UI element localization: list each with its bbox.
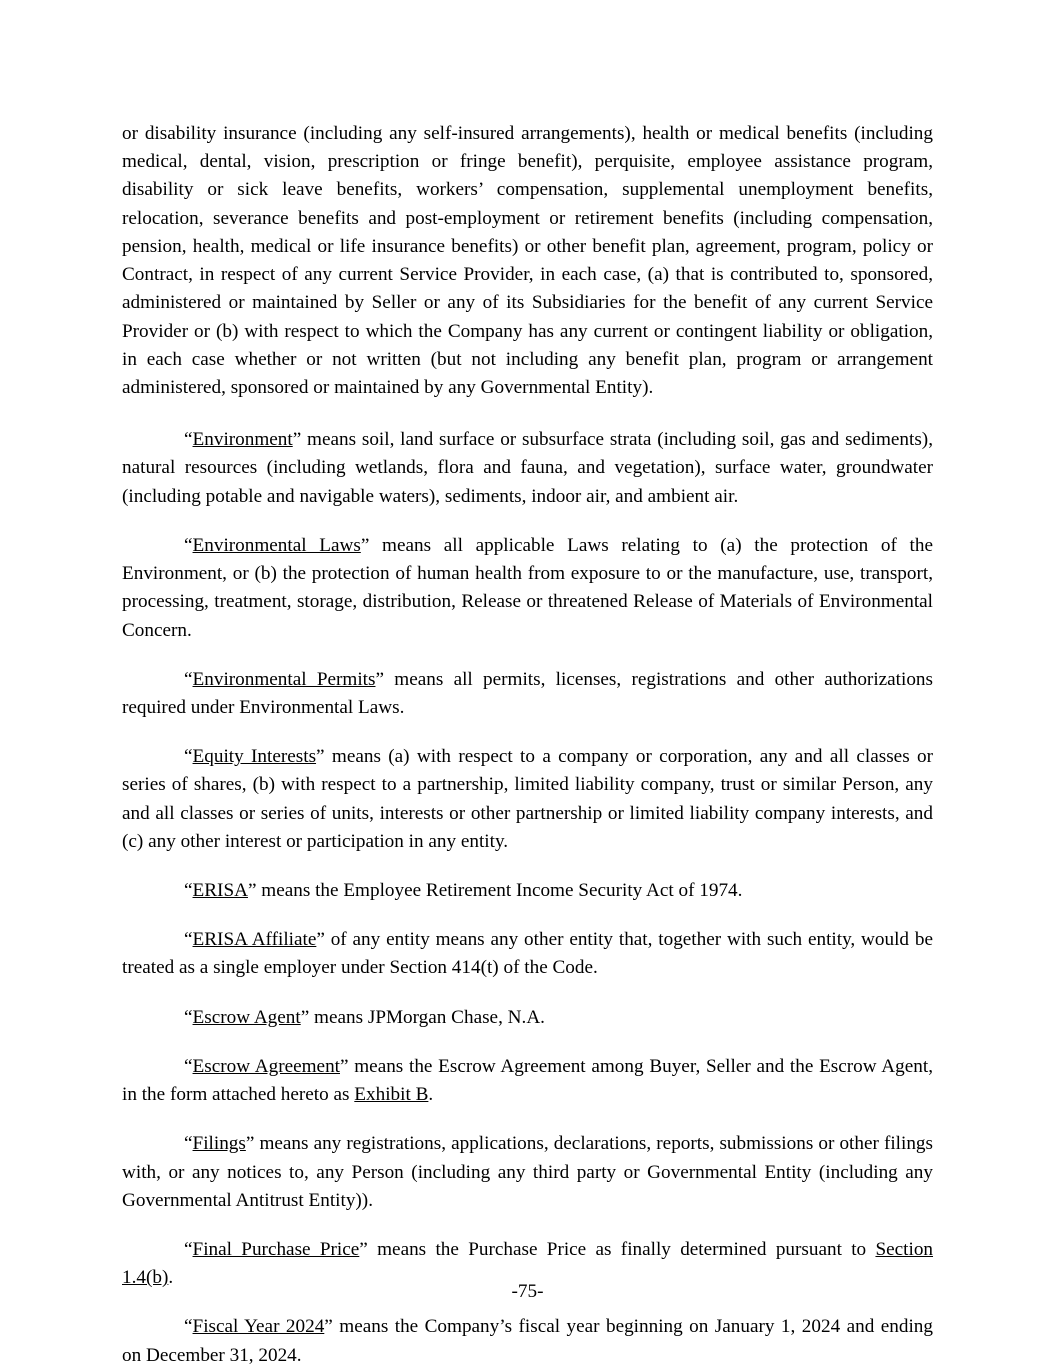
quote-open: “ bbox=[184, 534, 193, 556]
defined-term: Environment bbox=[192, 429, 293, 451]
definition-body: ” means any registrations, applications, declarations, reports, submissions or other filings with, or any notices to, any Person (including any third party or Governmental Entity (including any Governmental Antitrust Entity)). bbox=[122, 1133, 933, 1211]
quote-open: “ bbox=[184, 429, 193, 451]
defined-term: Fiscal Year 2024 bbox=[192, 1316, 325, 1338]
quote-open: “ bbox=[184, 746, 193, 768]
page-number: -75- bbox=[511, 1281, 544, 1302]
quote-open: “ bbox=[184, 1239, 193, 1260]
paragraph-text: or disability insurance (including any self-insured arrangements), health or medical benefits (including medical, dental, vision, prescription or fringe benefit), perquisite, employee assistance program, disability or sick leave benefits, workers’ compensation, supplemental unemployment benefits, relocation, severance benefits and post-employment or retirement benefits (including compensation, pension, health, medical or life insurance benefits) or other benefit plan, agreement, program, policy or Contract, in respect of any current Service Provider, in each case, (a) that is contributed to, sponsored, administered or maintained by Seller or any of its Subsidiaries for the benefit of any current Service Provider or (b) with respect to which the Company has any current or contingent liability or obligation, in each case whether or not written (but not including any benefit plan, program or arrangement administered, sponsored or maintained by any Governmental Entity). bbox=[122, 123, 933, 398]
quote-open: “ bbox=[184, 1006, 193, 1028]
definition-body-end: . bbox=[168, 1267, 174, 1289]
definition-escrow-agreement bbox=[122, 1053, 933, 1109]
definition-fiscal-year-2024 bbox=[122, 1313, 933, 1369]
defined-term: Equity Interests bbox=[192, 746, 317, 768]
definition-equity-interests bbox=[122, 743, 933, 856]
quote-open: “ bbox=[184, 880, 193, 902]
cross-reference-exhibit-b[interactable]: Exhibit B bbox=[354, 1084, 429, 1106]
definition-environmental-laws bbox=[122, 532, 933, 645]
defined-term: Escrow Agreement bbox=[192, 1055, 340, 1077]
paragraph-benefit-plan-continuation bbox=[122, 120, 933, 402]
quote-open: “ bbox=[184, 1316, 193, 1338]
definition-body: ” means all applicable Laws relating to (a) the protection of the Environment, or (b) the protection of human health from exposure to or the manufacture, use, transport, processing, treatment, storage, distribution, Release or threatened Release of Materials of Environmental Concern. bbox=[122, 534, 933, 641]
quote-open: “ bbox=[184, 1055, 193, 1077]
defined-term: Environmental Permits bbox=[192, 668, 376, 690]
defined-term: Final Purchase Price bbox=[192, 1239, 360, 1260]
definition-body: ” means (a) with respect to a company or corporation, any and all classes or series of shares, (b) with respect to a partnership, limited liability company, trust or similar Person, any and all classes or series of units, interests or other partnership or limited liability company interests, and (c) any other interest or participation in any entity. bbox=[122, 746, 933, 852]
defined-term: Escrow Agent bbox=[192, 1006, 301, 1028]
definition-body: ” means soil, land surface or subsurface strata (including soil, gas and sediments), natural resources (including wetlands, flora and fauna, and vegetation), surface water, groundwater (including potable and navigable waters), sediments, indoor air, and ambient air. bbox=[122, 429, 933, 507]
definition-body: ” means all permits, licenses, registrations and other authorizations required under Environmental Laws. bbox=[122, 668, 933, 718]
cross-reference-section-1-4-b[interactable]: Section 1.4(b) bbox=[122, 1239, 934, 1289]
quote-open: “ bbox=[184, 668, 193, 690]
definition-body: ” means the Employee Retirement Income Security Act of 1974. bbox=[247, 880, 743, 902]
defined-term: Filings bbox=[192, 1133, 246, 1155]
definition-body-end: . bbox=[428, 1084, 434, 1106]
definition-environment bbox=[122, 426, 933, 511]
quote-open: “ bbox=[184, 1133, 193, 1155]
definition-erisa-affiliate bbox=[122, 926, 933, 982]
defined-term: ERISA Affiliate bbox=[192, 929, 317, 951]
definition-environmental-permits bbox=[122, 666, 933, 722]
definition-filings bbox=[122, 1130, 933, 1215]
quote-open: “ bbox=[184, 929, 193, 951]
definition-body: ” means the Purchase Price as finally determined pursuant to bbox=[359, 1239, 876, 1260]
definition-body: ” means the Escrow Agreement among Buyer, Seller and the Escrow Agent, in the form attached hereto as bbox=[122, 1055, 933, 1106]
defined-term: Environmental Laws bbox=[192, 534, 361, 556]
definition-body: ” means the Company’s fiscal year beginning on January 1, 2024 and ending on December 31, 2024. bbox=[122, 1316, 933, 1366]
definition-erisa bbox=[122, 877, 933, 905]
definition-body: ” of any entity means any other entity that, together with such entity, would be treated as a single employer under Section 414(t) of the Code. bbox=[122, 929, 933, 979]
definition-escrow-agent bbox=[122, 1004, 933, 1032]
defined-term: ERISA bbox=[192, 880, 248, 902]
definition-body: ” means JPMorgan Chase, N.A. bbox=[300, 1006, 545, 1028]
